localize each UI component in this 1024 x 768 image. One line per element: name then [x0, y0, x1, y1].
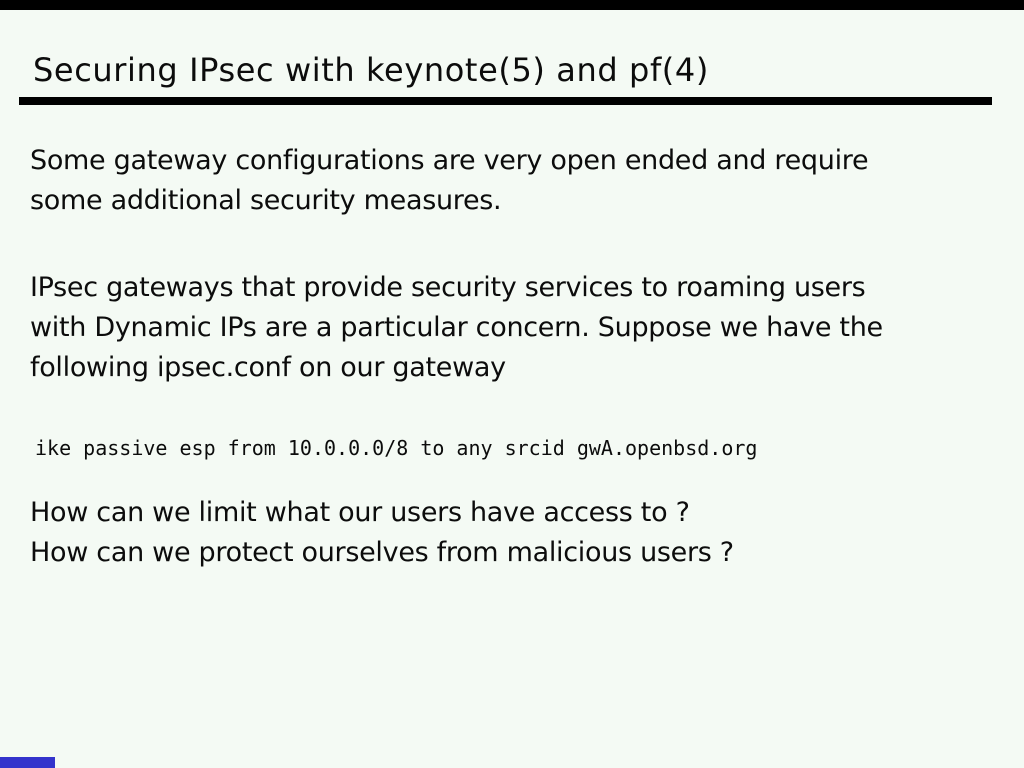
title-underline-rule [19, 97, 992, 105]
text-line: Some gateway configurations are very open ended and require [30, 145, 869, 176]
text-line: some additional security measures. [30, 185, 502, 216]
question-line: How can we protect ourselves from malicious users ? [30, 537, 734, 568]
text-line: IPsec gateways that provide security services to roaming users [30, 272, 866, 303]
slide-progress-bar [0, 757, 55, 768]
text-line: with Dynamic IPs are a particular concern. Suppose we have the [30, 312, 883, 343]
top-bar [0, 0, 1024, 10]
question-lines [30, 493, 734, 573]
ipsec-conf-code-line: ike passive esp from 10.0.0.0/8 to any srcid gwA.openbsd.org [35, 436, 758, 460]
question-line: How can we limit what our users have access to ? [30, 497, 690, 528]
paragraph-gateways [30, 268, 883, 388]
slide-title: Securing IPsec with keynote(5) and pf(4) [33, 51, 709, 89]
text-line: following ipsec.conf on our gateway [30, 352, 506, 383]
paragraph-intro [30, 141, 868, 221]
